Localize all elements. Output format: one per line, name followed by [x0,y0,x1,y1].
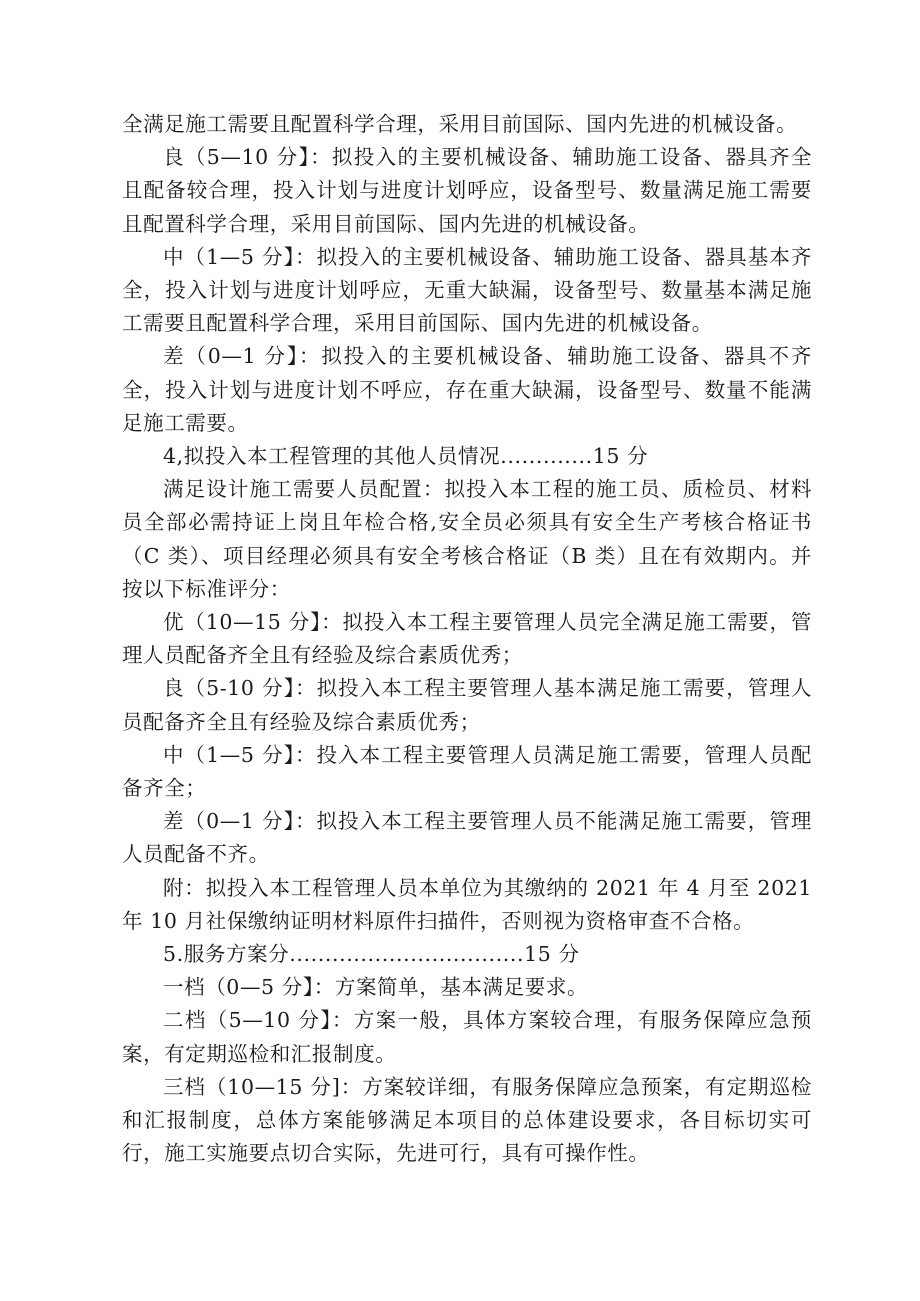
paragraph-staffing-requirements: 满足设计施工需要人员配置：拟投入本工程的施工员、质检员、材料员全部必需持证上岗且年检合格,安全员必须具有安全生产考核合格证书（C 类）、项目经理必须具有安全考核合格证（B 类）且在有效期内。并按以下标准评分： [122,477,812,601]
paragraph-continuation: 全满足施工需要且配置科学合理，采用目前国际、国内先进的机械设备。 [122,112,798,136]
paragraph-tier-3: 三档（10—15 分]：方案较详细，有服务保障应急预案，有定期巡检和汇报制度，总体方案能够满足本项目的总体建设要求，各目标切实可行，施工实施要点切合实际，先进可行，具有可操作性。 [122,1074,812,1166]
paragraph-appendix-note: 附：拟投入本工程管理人员本单位为其缴纳的 2021 年 4 月至 2021 年 10 月社保缴纳证明材料原件扫描件，否则视为资格审查不合格。 [122,875,812,933]
document-page [122,108,812,1171]
paragraph-tier-1: 一档（0—5 分】：方案简单，基本满足要求。 [163,975,589,1000]
paragraph-equipment-good: 良（5—10 分】：拟投入的主要机械设备、辅助施工设备、器具齐全且配备较合理，投入计划与进度计划呼应，设备型号、数量满足施工需要且配置科学合理，采用目前国际、国内先进的机械设备。 [122,145,812,236]
paragraph-staff-good: 良（5-10 分】：拟投入本工程主要管理人基本满足施工需要，管理人员配备齐全且有经验及综合素质优秀； [122,676,812,734]
paragraph-staff-medium: 中（1—5 分】：投入本工程主要管理人员满足施工需要，管理人员配备齐全； [122,742,812,801]
paragraph-equipment-poor: 差（0—1 分】：拟投入的主要机械设备、辅助施工设备、器具不齐全，投入计划与进度计划不呼应，存在重大缺漏，设备型号、数量不能满足施工需要。 [122,344,812,435]
heading-section-4: 4,拟投入本工程管理的其他人员情况.............15 分 [163,444,649,469]
paragraph-staff-poor: 差（0—1 分】：拟投入本工程主要管理人员不能满足施工需要，管理人员配备不齐。 [122,809,812,867]
heading-section-5: 5.服务方案分.................................15 分 [163,942,580,967]
paragraph-tier-2: 二档（5—10 分】：方案一般，具体方案较合理，有服务保障应急预案，有定期巡检和汇报制度。 [122,1008,812,1066]
paragraph-staff-excellent: 优（10—15 分】：拟投入本工程主要管理人员完全满足施工需要，管理人员配备齐全且有经验及综合素质优秀； [122,610,812,668]
paragraph-equipment-medium: 中（1—5 分】：拟投入的主要机械设备、辅助施工设备、器具基本齐全，投入计划与进度计划呼应，无重大缺漏，设备型号、数量基本满足施工需要且配置科学合理，采用目前国际、国内先进的机械设备。 [122,244,812,336]
